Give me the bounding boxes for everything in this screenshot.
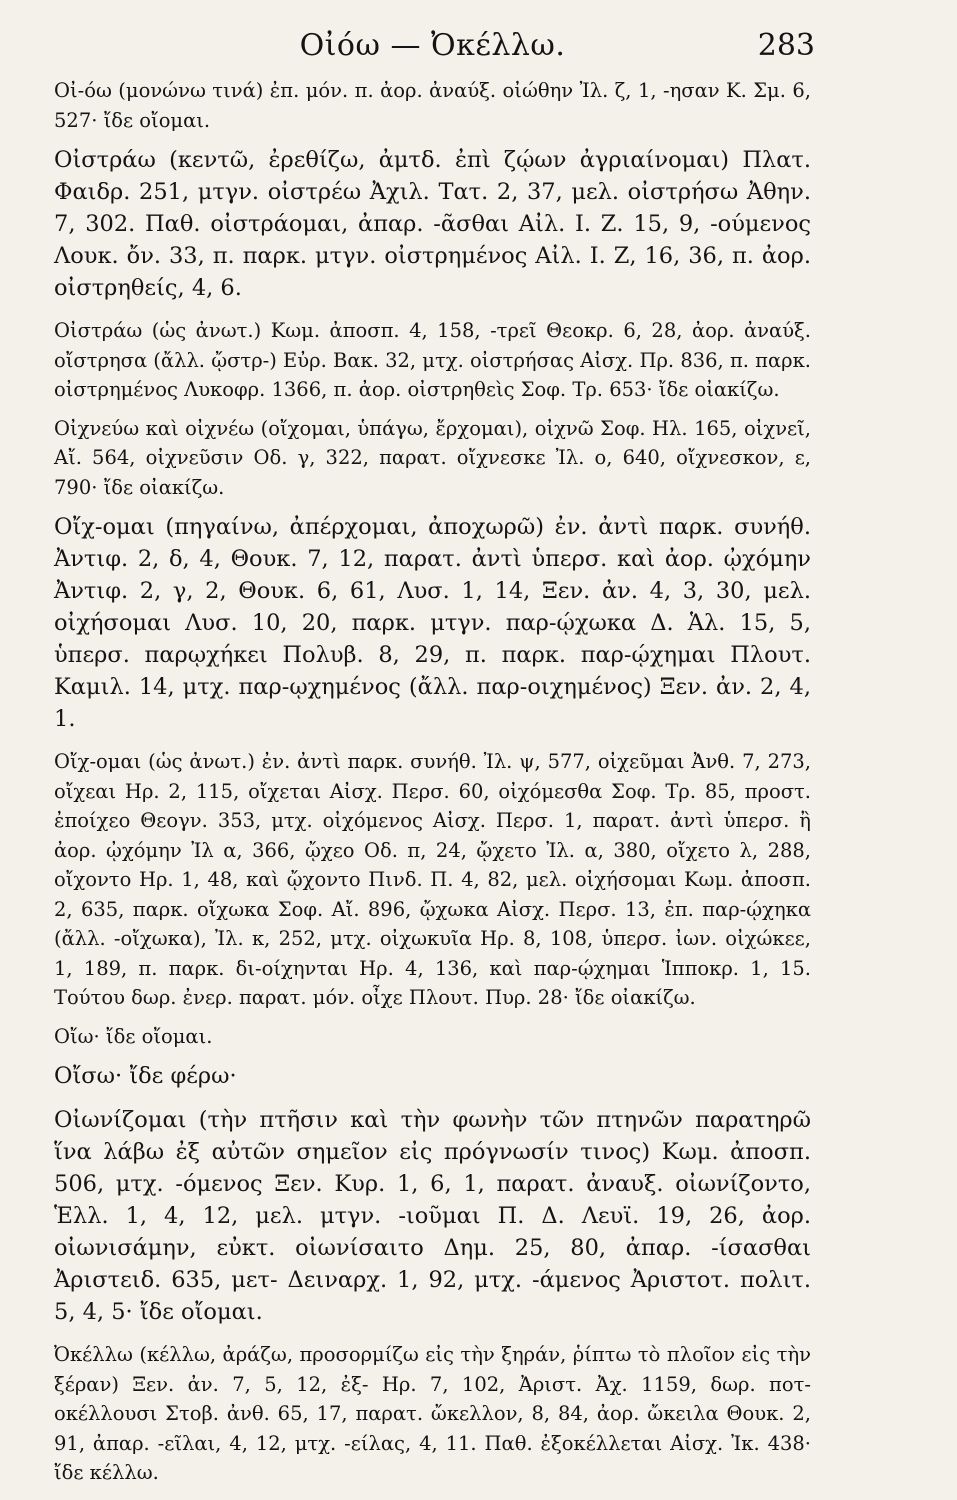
running-head (54, 28, 815, 76)
entry-oiso: Οἴσω· ἴδε φέρω· (54, 1063, 237, 1089)
running-title: Οἰόω — Ὀκέλλω. (299, 28, 566, 63)
entry-oioo: Οἰ-όω (μονώνω τινά) ἐπ. μόν. π. ἀορ. ἀναύξ. οἰώθην Ἰλ. ζ, 1, -ησαν Κ. Σμ. 6, 527· ἴδε οἴομαι. (54, 79, 811, 132)
entry-oichomai-poetic: Οἴχ-ομαι (ὡς ἀνωτ.) ἐν. ἀντὶ παρκ. συνήθ. Ἰλ. ψ, 577, οἰχεῦμαι Ἀνθ. 7, 273, οἴχεαι Ηρ. 2, 115, οἴχεται Αἰσχ. Περσ. 60, οἰχόμεσθα Σοφ. Τρ. 85, προστ. ἐποίχεο Θεογν. 353, μτχ. οἰχόμενος Αἰσχ. Περσ. 1, παρατ. ἀντὶ ὑπερσ. ἢ ἀορ. ᾠχόμην Ἰλ α, 366, ᾤχεο Οδ. π, 24, ᾤχετο Ἰλ. α, 380, οἴχετο λ, 288, οἴχοντο Ηρ. 1, 48, καὶ ᾤχοντο Πινδ. Π. 4, 82, μελ. οἰχήσομαι Κωμ. ἀποσπ. 2, 635, παρκ. οἴχωκα Σοφ. Αἴ. 896, ᾤχωκα Αἰσχ. Περσ. 13, ἐπ. παρ-ῴχηκα (ἄλλ. -οἴχωκα), Ἰλ. κ, 252, μτχ. οἰχωκυῖα Ηρ. 8, 108, ὑπερσ. ἰων. οἰχώκεε, 1, 189, π. παρκ. δι-οίχηνται Ηρ. 4, 136, καὶ παρ-ῴχημαι Ἱπποκρ. 1, 15. Τούτου δωρ. ἐνερ. παρατ. μόν. οἶχε Πλουτ. Πυρ. 28· ἴδε οἰακίζω. (54, 750, 811, 1009)
entry-okello: Ὀκέλλω (κέλλω, ἀράζω, προσορμίζω εἰς τὴν ξηράν, ῥίπτω τὸ πλοῖον εἰς τὴν ξέραν) Ξεν. ἀν. 7, 5, 12, ἐξ- Ηρ. 7, 102, Ἀριστ. Ἀχ. 1159, δωρ. ποτ-οκέλλουσι Στοβ. ἀνθ. 65, 17, παρατ. ὤκελλον, 8, 84, ἀορ. ὤκειλα Θουκ. 2, 91, ἀπαρ. -εῖλαι, 4, 12, μτχ. -είλας, 4, 11. Παθ. ἐξοκέλλεται Αἰσχ. Ἰκ. 438· ἴδε κέλλω. (54, 1343, 811, 1484)
page-number: 283 (757, 28, 815, 63)
entry-oio: Οἴω· ἴδε οἴομαι. (54, 1024, 213, 1048)
entry-oistrao-attic: Οἰστράω (κεντῶ, ἐρεθίζω, ἀμτδ. ἐπὶ ζῴων ἀγριαίνομαι) Πλατ. Φαιδρ. 251, μτγν. οἰστρέω Ἀχιλ. Τατ. 2, 37, μελ. οἰστρήσω Ἀθην. 7, 302. Παθ. οἰστράομαι, ἀπαρ. -ᾶσθαι Αἰλ. Ι. Ζ. 15, 9, -ούμενος Λουκ. ὄν. 33, π. παρκ. μτγν. οἰστρημένος Αἰλ. Ι. Ζ, 16, 36, π. ἀορ. οἰστρηθείς, 4, 6. (54, 147, 811, 301)
entry-oichomai-attic: Οἴχ-ομαι (πηγαίνω, ἀπέρχομαι, ἀποχωρῶ) ἐν. ἀντὶ παρκ. συνήθ. Ἀντιφ. 2, δ, 4, Θουκ. 7, 12, παρατ. ἀντὶ ὑπερσ. καὶ ἀορ. ᾠχόμην Ἀντιφ. 2, γ, 2, Θουκ. 6, 61, Λυσ. 1, 14, Ξεν. ἀν. 4, 3, 30, μελ. οἰχήσομαι Λυσ. 10, 20, παρκ. μτγν. παρ-ῴχωκα Δ. Ἁλ. 15, 5, ὑπερσ. παρῳχήκει Πολυβ. 8, 29, π. παρκ. παρ-ῴχημαι Πλουτ. Καμιλ. 14, μτχ. παρ-ῳχημένος (ἄλλ. παρ-οιχημένος) Ξεν. ἀν. 2, 4, 1. (54, 514, 811, 732)
entry-oionizomai: Οἰωνίζομαι (τὴν πτῆσιν καὶ τὴν φωνὴν τῶν πτηνῶν παρατηρῶ ἵνα λάβω ἐξ αὐτῶν σημεῖον εἰς πρόγνωσίν τινος) Κωμ. ἀποσπ. 506, μτχ. -όμενος Ξεν. Κυρ. 1, 6, 1, παρατ. ἀναυξ. οἰωνίζοντο, Ἑλλ. 1, 4, 12, μελ. μτγν. -ιοῦμαι Π. Δ. Λευϊ. 19, 26, ἀορ. οἰωνισάμην, εὐκτ. οἰωνίσαιτο Δημ. 25, 80, ἀπαρ. -ίσασθαι Ἀριστειδ. 635, μετ- Δειναρχ. 1, 92, μτχ. -άμενος Ἀριστοτ. πολιτ. 5, 4, 5· ἴδε οἴομαι. (54, 1107, 811, 1325)
entry-oichneuo: Οἰχνεύω καὶ οἰχνέω (οἴχομαι, ὑπάγω, ἔρχομαι), οἰχνῶ Σοφ. Ηλ. 165, οἰχνεῖ, Αἴ. 564, οἰχνεῦσιν Οδ. γ, 322, παρατ. οἴχνεσκε Ἰλ. ο, 640, οἴχνεσκον, ε, 790· ἴδε οἰακίζω. (54, 416, 811, 499)
entry-oistrao-poetic: Οἰστράω (ὡς ἀνωτ.) Κωμ. ἀποσπ. 4, 158, -τρεῖ Θεοκρ. 6, 28, ἀορ. ἀναύξ. οἴστρησα (ἄλλ. ᾤστρ-) Εὐρ. Βακ. 32, μτχ. οἰστρήσας Αἰσχ. Πρ. 836, π. παρκ. οἰστρημένος Λυκοφρ. 1366, π. ἀορ. οἰστρηθεὶς Σοφ. Τρ. 653· ἴδε οἰακίζω. (54, 319, 811, 401)
